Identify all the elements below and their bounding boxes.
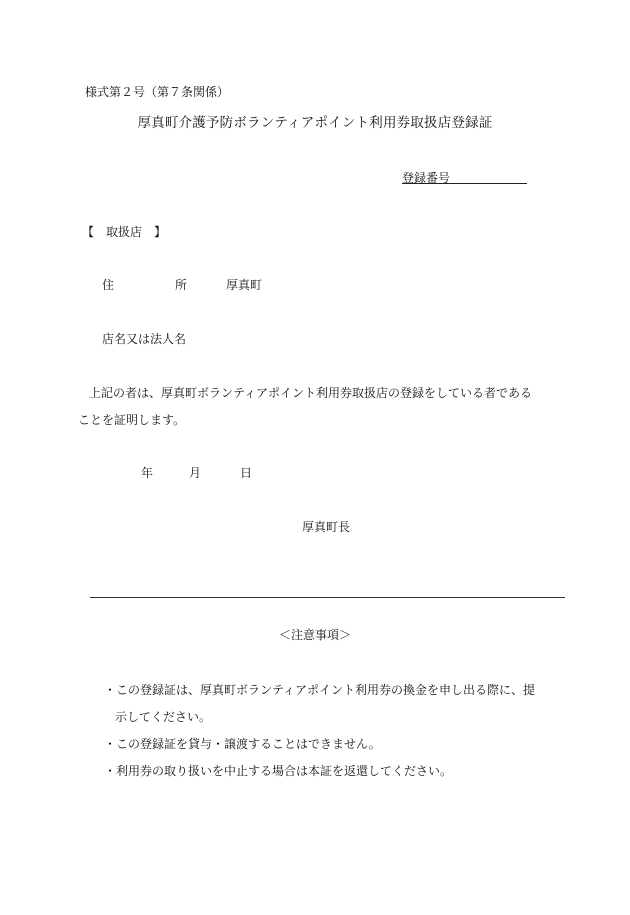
address-value: 厚真町 — [226, 278, 263, 292]
registration-number-field-line — [402, 183, 527, 184]
note-item-1: ・この登録証は、厚真町ボランティアポイント利用券の換金を申し出る際に、提 — [104, 683, 536, 697]
section-open-bracket: 【 — [82, 225, 95, 239]
registration-number-label: 登録番号 — [402, 171, 451, 185]
certification-text-line1: 上記の者は、厚真町ボランティアポイント利用券取扱店の登録をしている者である — [89, 386, 533, 400]
note-item-3: ・利用券の取り扱いを中止する場合は本証を返還してください。 — [104, 764, 453, 778]
document-title: 厚真町介護予防ボランティアポイント利用券取扱店登録証 — [137, 115, 493, 131]
section-label: 取扱店 — [106, 225, 143, 239]
date-month: 月 — [189, 466, 202, 480]
issuer: 厚真町長 — [302, 520, 351, 534]
date-year: 年 — [141, 466, 154, 480]
address-label-part2: 所 — [175, 278, 188, 292]
section-close-bracket: 】 — [154, 225, 167, 239]
form-number: 様式第２号（第７条関係） — [85, 85, 230, 99]
shop-name-label: 店名又は法人名 — [102, 332, 187, 346]
notes-title: ＜注意事項＞ — [278, 628, 351, 642]
note-item-2: ・この登録証を貸与・譲渡することはできません。 — [104, 737, 381, 751]
certification-text-line2: ことを証明します。 — [78, 413, 186, 427]
address-label-part1: 住 — [102, 278, 115, 292]
note-item-1-continued: 示してください。 — [115, 710, 212, 724]
date-day: 日 — [240, 466, 253, 480]
divider — [90, 597, 565, 598]
section-heading — [82, 226, 166, 238]
